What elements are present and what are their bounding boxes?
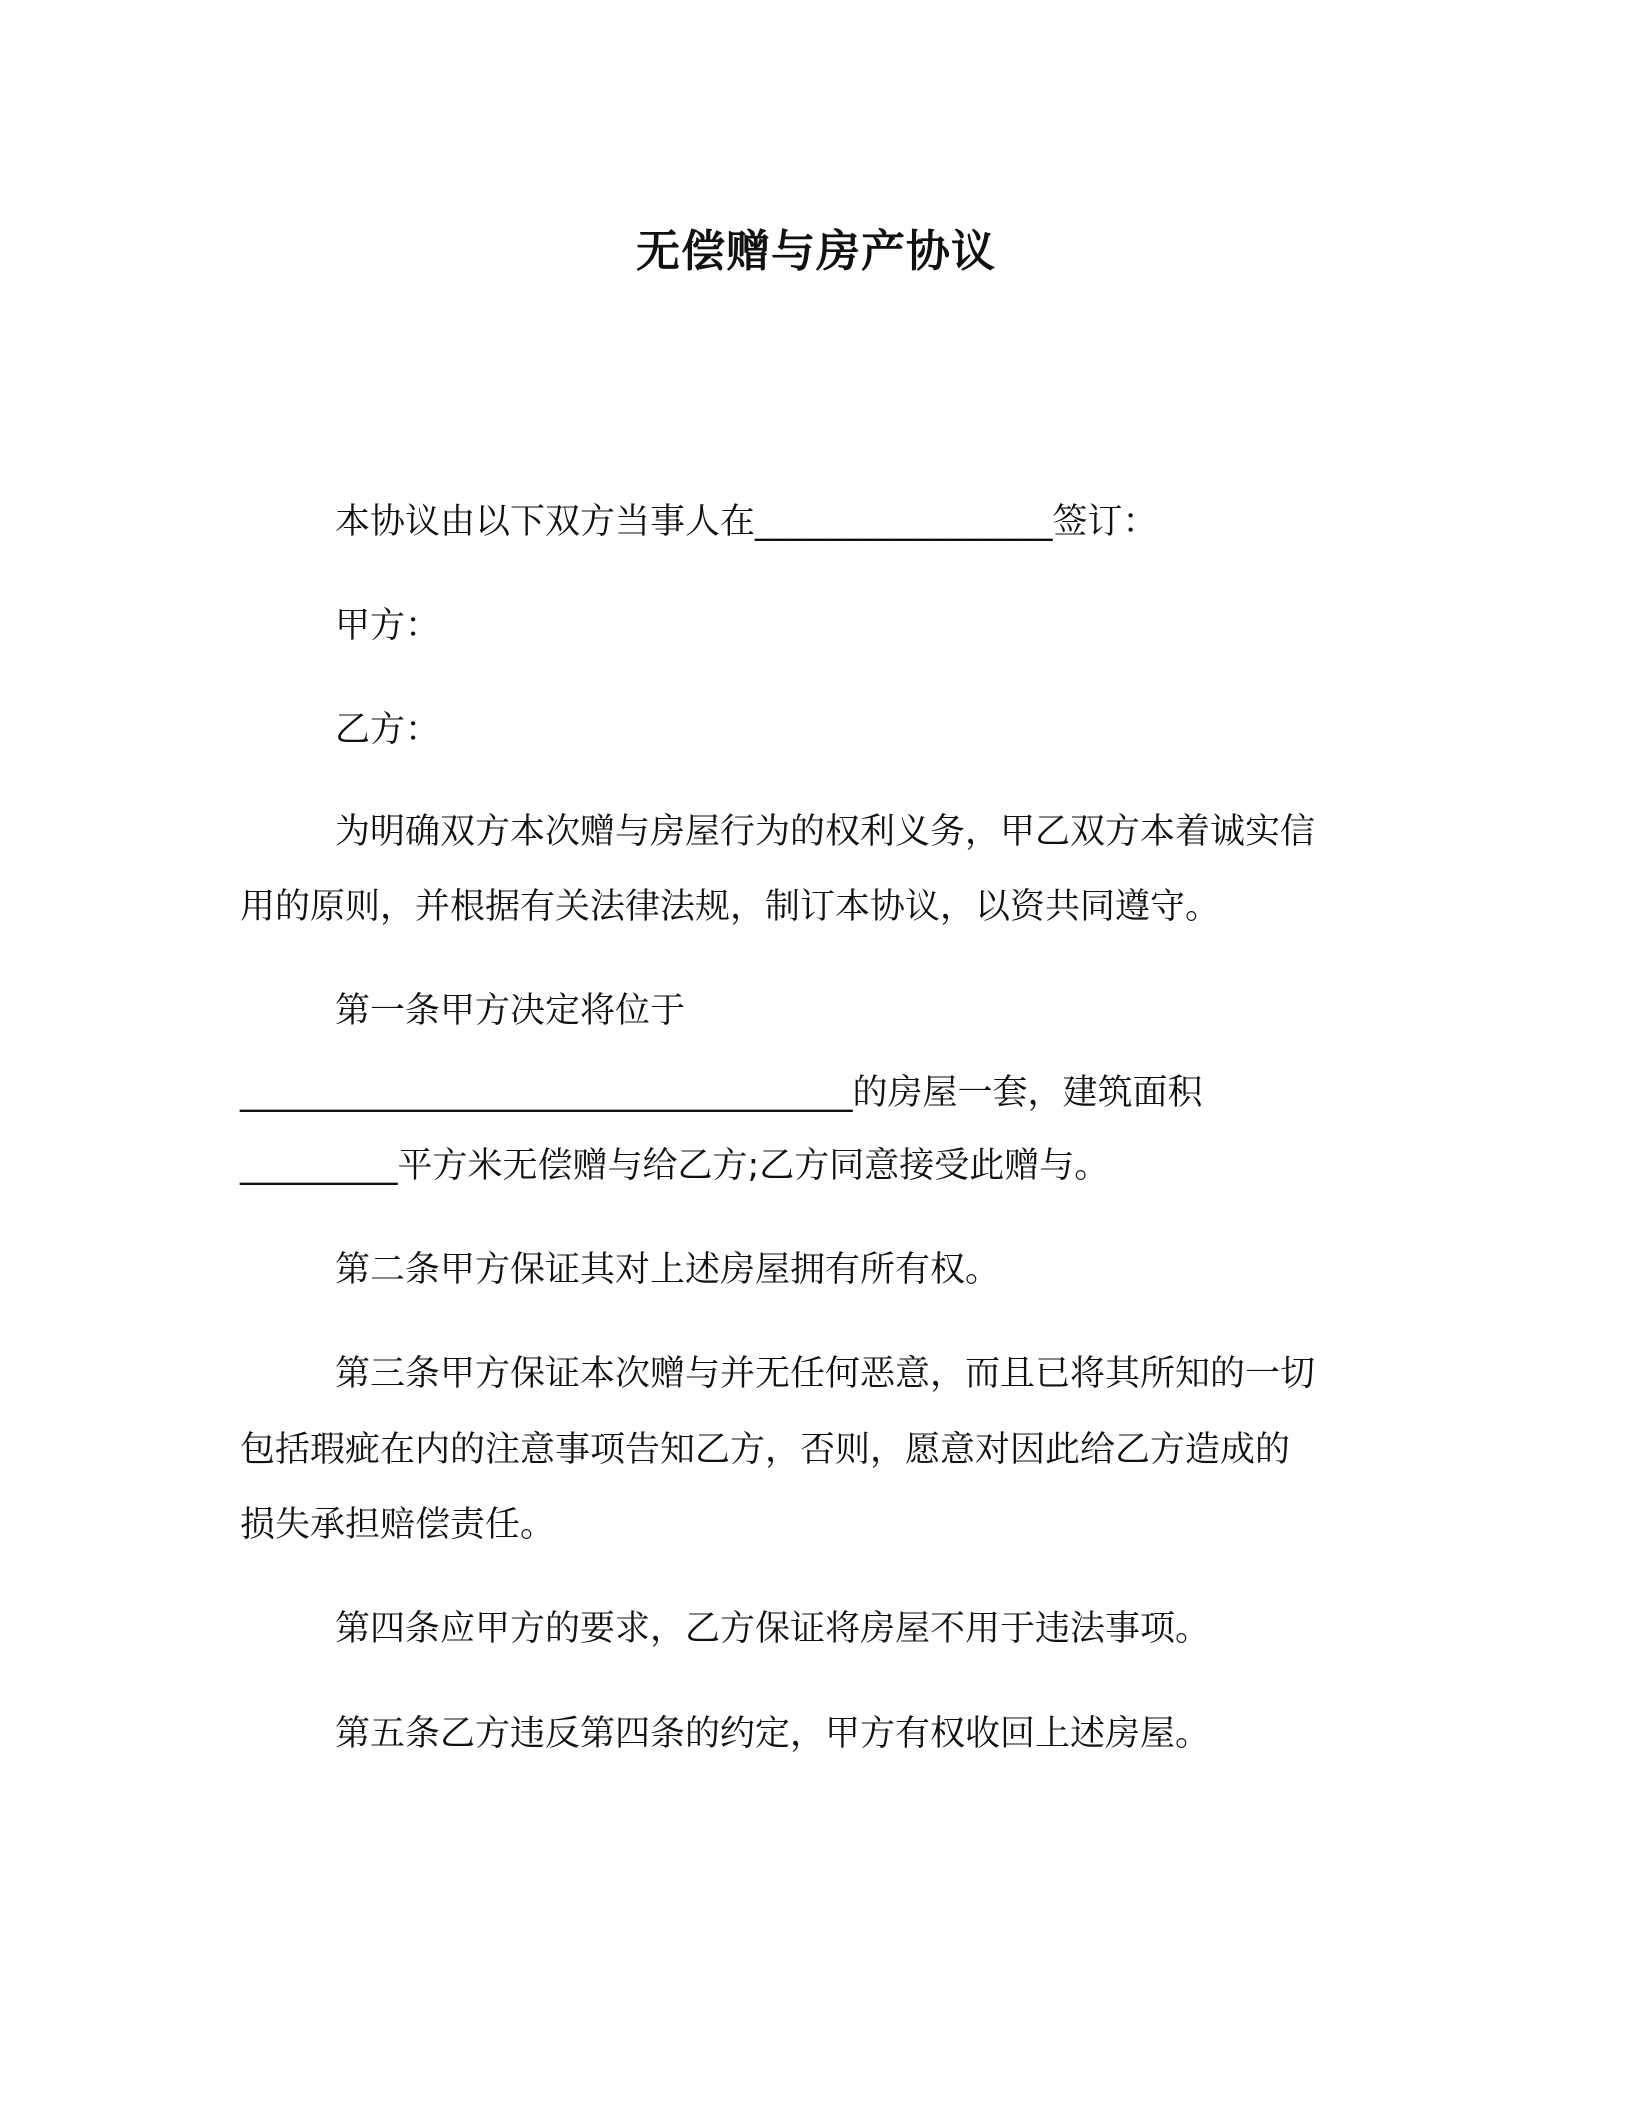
article-4-line: 第四条应甲方的要求，乙方保证将房屋不用于违法事项。 [335, 1609, 1211, 1649]
article-1-line-2: ___________________________________的房屋一套，建筑面积 [240, 1073, 1203, 1113]
article-1-line-3: _________平方米无偿赠与给乙方;乙方同意接受此赠与。 [240, 1146, 1110, 1186]
document-title: 无偿赠与房产协议 [636, 226, 996, 277]
article-2-line: 第二条甲方保证其对上述房屋拥有所有权。 [335, 1250, 1001, 1290]
party-b-line: 乙方： [335, 710, 441, 750]
party-a-line: 甲方： [335, 606, 441, 646]
article-1-line-1: 第一条甲方决定将位于 [335, 991, 686, 1031]
article-3-line-3: 损失承担赔偿责任。 [240, 1505, 556, 1545]
article-3-line-2: 包括瑕疵在内的注意事项告知乙方，否则，愿意对因此给乙方造成的 [240, 1430, 1291, 1470]
article-5-line: 第五条乙方违反第四条的约定，甲方有权收回上述房屋。 [335, 1714, 1211, 1754]
article-3-line-1: 第三条甲方保证本次赠与并无任何恶意，而且已将其所知的一切 [335, 1354, 1316, 1394]
intro-line: 本协议由以下双方当事人在_________________签订： [335, 502, 1158, 542]
preamble-line-1: 为明确双方本次赠与房屋行为的权利义务，甲乙双方本着诚实信 [335, 812, 1316, 852]
preamble-line-2: 用的原则，并根据有关法律法规，制订本协议，以资共同遵守。 [240, 887, 1221, 927]
